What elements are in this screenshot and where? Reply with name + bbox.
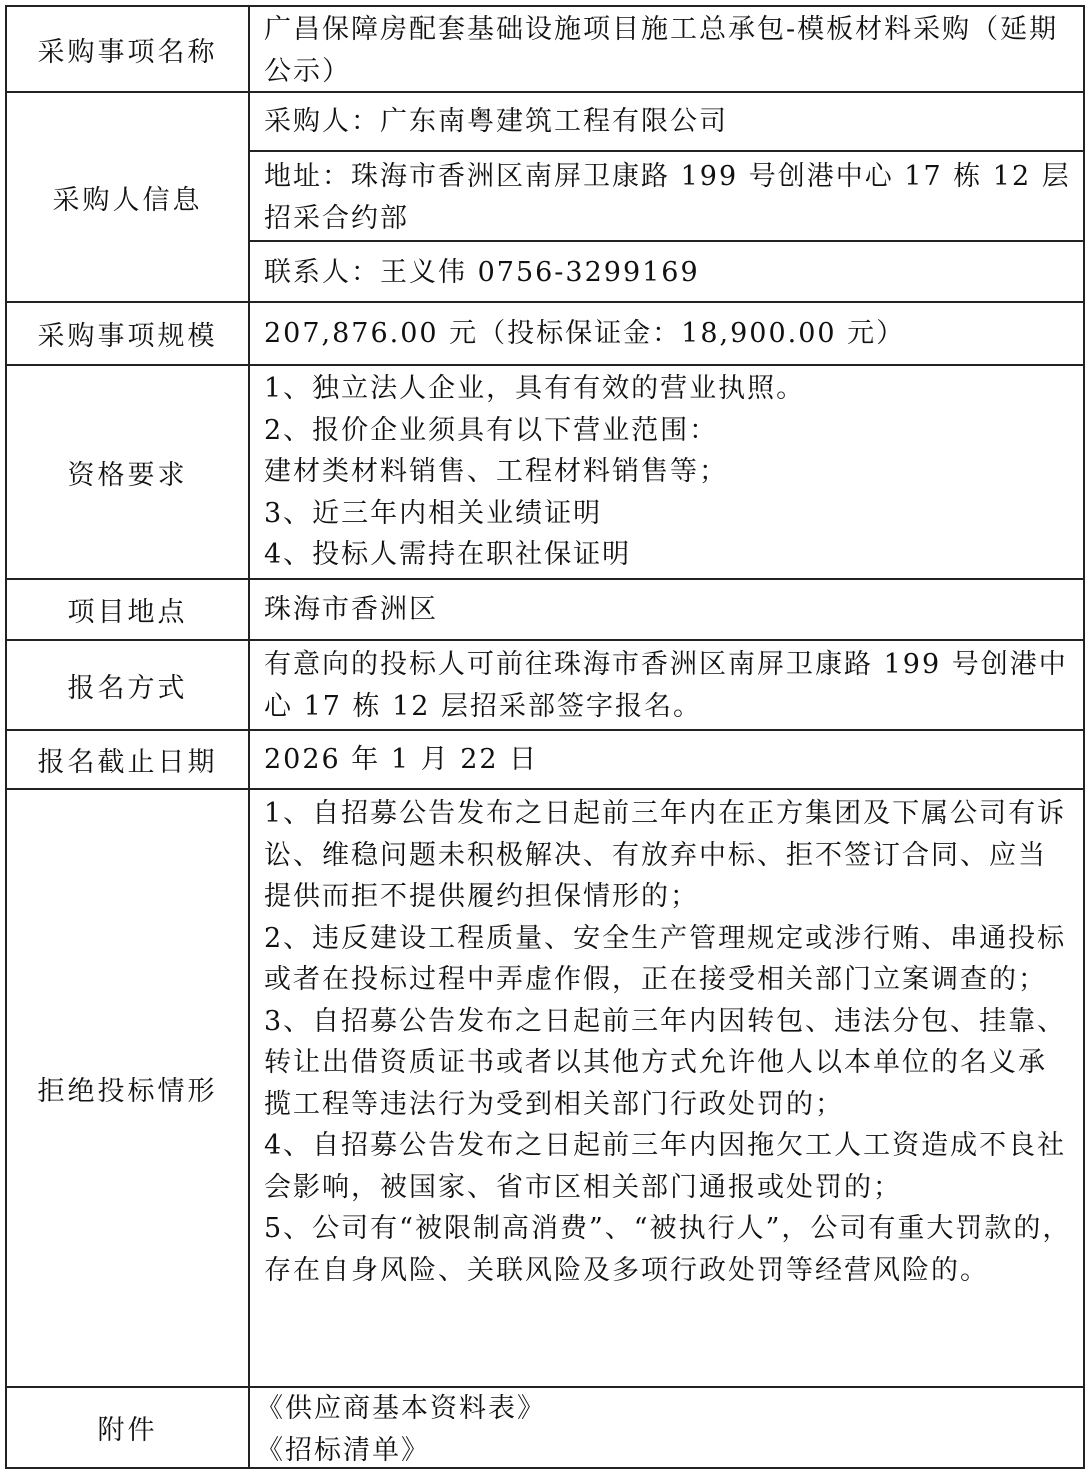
row-qualification [5, 364, 1085, 578]
rejection-item: 2、违反建设工程质量、安全生产管理规定或涉行贿、串通投标或者在投标过程中弄虚作假，正在接受相关部门立案调查的； [264, 922, 1067, 995]
row-registration-deadline [5, 729, 1085, 788]
qualification-item: 建材类材料销售、工程材料销售等； [264, 456, 728, 487]
rejection-item: 3、自招募公告发布之日起前三年内因转包、违法分包、挂靠、转让出借资质证书或者以其他方式允许他人以本单位的名义承揽工程等违法行为受到相关部门行政处罚的； [264, 1005, 1067, 1120]
qualification-item: 2、报价企业须具有以下营业范围： [264, 414, 719, 446]
label-attachments: 附件 [7, 1388, 250, 1467]
label-buyer-info: 采购人信息 [7, 93, 250, 301]
procurement-notice-table [5, 5, 1085, 1469]
rejection-conditions-list [250, 790, 1083, 1386]
rejection-item: 1、自招募公告发布之日起前三年内在正方集团及下属公司有诉讼、维稳问题未积极解决、有放弃中标、拒不签订合同、应当提供而拒不提供履约担保情形的； [264, 798, 1067, 912]
buyer-name: 采购人：广东南粤建筑工程有限公司 [264, 105, 728, 137]
buyer-contact: 联系人：王义伟 0756-3299169 [250, 240, 1083, 303]
label-procurement-scale: 采购事项规模 [7, 303, 250, 364]
qualification-list [250, 366, 1083, 578]
rejection-item: 5、公司有“被限制高消费”、“被执行人”，公司有重大罚款的，存在自身风险、关联风险及多项行政处罚等经营风险的。 [264, 1213, 1072, 1286]
row-registration-method [5, 639, 1085, 729]
label-rejection-conditions: 拒绝投标情形 [7, 790, 250, 1386]
rejection-item: 4、自招募公告发布之日起前三年内因拖欠工人工资造成不良社会影响，被国家、省市区相关部门通报或处罚的； [264, 1130, 1067, 1203]
label-qualification: 资格要求 [7, 366, 250, 578]
row-procurement-name [5, 5, 1085, 91]
qualification-item: 1、独立法人企业，具有有效的营业执照。 [264, 373, 806, 404]
label-registration-deadline: 报名截止日期 [7, 731, 250, 788]
row-buyer-info [5, 91, 1085, 301]
label-project-location: 项目地点 [7, 580, 250, 639]
procurement-scale-value: 207,876.00 元（投标保证金：18,900.00 元） [264, 317, 906, 349]
attachment-bid-list: 《招标清单》 [256, 1434, 430, 1466]
row-attachments [5, 1386, 1085, 1469]
attachments-list [250, 1388, 1083, 1467]
buyer-address: 地址：珠海市香洲区南屏卫康路 199 号创港中心 17 栋 12 层招采合约部 [250, 150, 1083, 240]
row-rejection-conditions [5, 788, 1085, 1386]
attachment-supplier-info-form: 《供应商基本资料表》 [256, 1393, 546, 1424]
label-registration-method: 报名方式 [7, 641, 250, 729]
registration-deadline-value: 2026 年 1 月 22 日 [264, 743, 539, 775]
qualification-item: 4、投标人需持在职社保证明 [264, 539, 632, 570]
project-location-value: 珠海市香洲区 [264, 593, 438, 625]
label-procurement-name: 采购事项名称 [7, 7, 250, 91]
qualification-item: 3、近三年内相关业绩证明 [264, 497, 603, 529]
row-project-location [5, 578, 1085, 639]
row-procurement-scale [5, 301, 1085, 364]
procurement-name-value: 广昌保障房配套基础设施项目施工总承包-模板材料采购（延期公示） [264, 14, 1059, 87]
registration-method-value: 有意向的投标人可前往珠海市香洲区南屏卫康路 199 号创港中心 17 栋 12 层招采部签字报名。 [264, 649, 1068, 722]
